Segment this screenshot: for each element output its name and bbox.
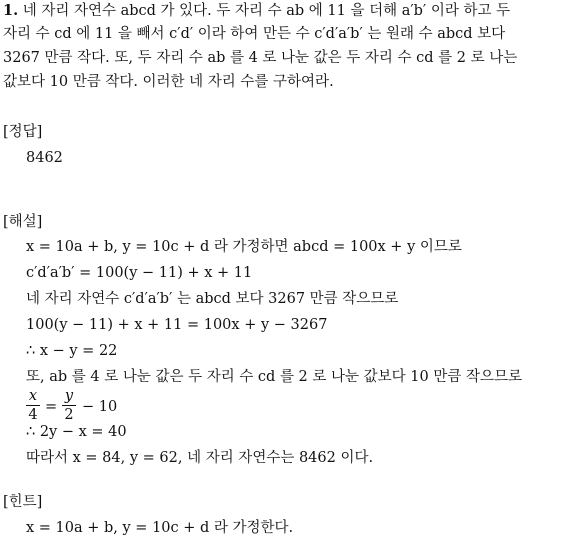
hint-line: x = 10a + b, y = 10c + d 라 가정한다. xyxy=(26,520,294,536)
solution-line-8: 따라서 x = 84, y = 62, 네 자리 자연수는 8462 이다. xyxy=(26,450,374,466)
solution-line-4: 100(y − 11) + x + 11 = 100x + y − 3267 xyxy=(26,317,328,333)
problem-line-2: 자리 수 cd 에 11 을 빼서 c′d′ 이라 하여 만든 수 c′d′a′b′ 는 원래 수 abcd 보다 xyxy=(3,26,506,42)
solution-line-6: 또, ab 를 4 로 나눈 값은 두 자리 수 cd 를 2 로 나눈 값보다 10 만큼 작으므로 xyxy=(26,369,522,385)
problem-line-4: 값보다 10 만큼 작다. 이러한 네 자리 수를 구하여라. xyxy=(3,74,334,90)
hint-header: [힌트] xyxy=(3,494,43,510)
fraction-bar xyxy=(62,405,76,406)
answer-header: [정답] xyxy=(3,124,43,140)
solution-line-1: x = 10a + b, y = 10c + d 라 가정하면 abcd = 100x + y 이므로 xyxy=(26,239,462,255)
problem-line-1 xyxy=(3,1,510,21)
answer-value: 8462 xyxy=(26,150,63,166)
fraction-denominator-2: 2 xyxy=(64,407,74,423)
fraction-numerator-y: y xyxy=(64,388,74,404)
fraction-denominator-4: 4 xyxy=(28,407,38,423)
fraction-numerator-x: x xyxy=(28,388,38,404)
solution-line-5: ∴ x − y = 22 xyxy=(26,343,118,359)
problem-text-1: 네 자리 자연수 abcd 가 있다. 두 자리 수 ab 에 11 을 더해 a′b′ 이라 하고 두 xyxy=(22,3,511,19)
fraction-tail: − 10 xyxy=(82,399,118,415)
fraction-y-over-2 xyxy=(62,388,76,423)
fraction-equals-sign: = xyxy=(45,399,58,415)
solution-header: [해설] xyxy=(3,214,43,230)
solution-line-7: ∴ 2y − x = 40 xyxy=(26,424,127,440)
solution-line-2: c′d′a′b′ = 100(y − 11) + x + 11 xyxy=(26,265,253,281)
fraction-bar xyxy=(26,405,40,406)
problem-number: 1. xyxy=(3,2,19,19)
solution-line-3: 네 자리 자연수 c′d′a′b′ 는 abcd 보다 3267 만큼 작으므로 xyxy=(26,291,399,307)
fraction-x-over-4 xyxy=(26,388,40,423)
problem-line-3: 3267 만큼 작다. 또, 두 자리 수 ab 를 4 로 나눈 값은 두 자리 수 cd 를 2 로 나는 xyxy=(3,50,518,66)
